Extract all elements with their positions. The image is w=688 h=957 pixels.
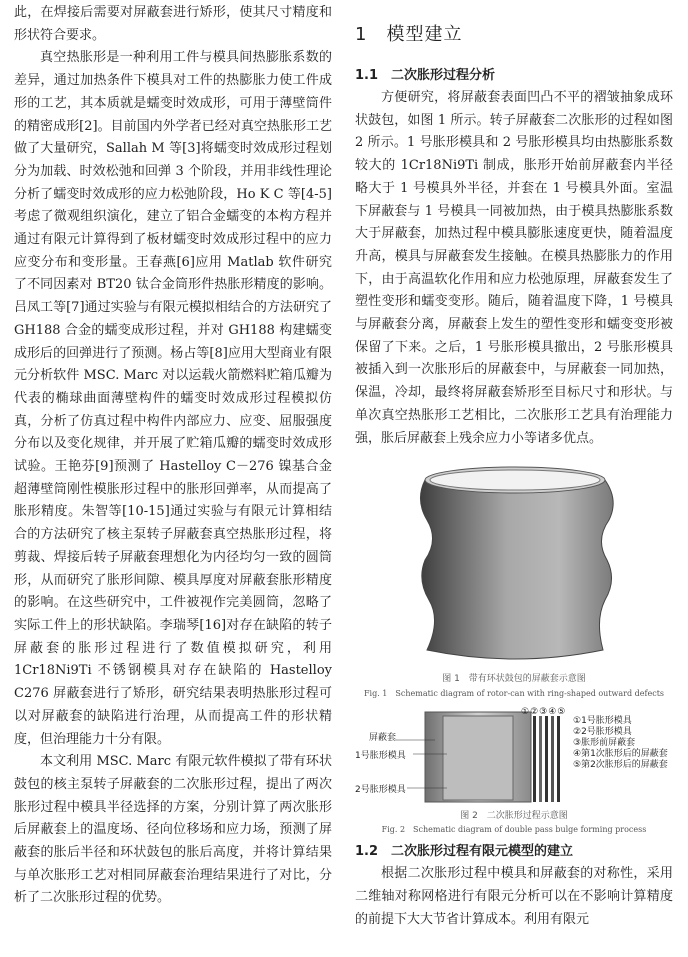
paragraph-literature-review: 真空热胀形是一种利用工件与模具间热膨胀系数的差异，通过加热条件下模具对工件的热膨胀力使工件成形的工艺，其本质就是蠕变时效成形，可用于薄壁筒件的精密成形[2]。目前国内外学者已经对真空热胀形工艺做了大量研究，Sallah M 等[3]将蠕变时效成形过程划分为加载、时效松弛和回弹 3 个阶段，并用非线性理论分析了蠕变时效成形的应力松弛阶段，Ho K C 等[4-5]考虑了微观组织演化，建立了铝合金蠕变的本构方程并通过有限元计算得到了板材蠕变时效成形过程中的应力应变分布和变形量。王春燕[6]应用 Matlab 软件研究了不同因素对 BT20 钛合金筒形件热胀形精度的影响。吕凤工等[7]通过实验与有限元模拟相结合的方法研究了 GH188 合金的蠕变成形过程，并对 GH188 构建蠕变成形后的回弹进行了预测。杨占等[8]应用大型商业有限元分析软件 MSC. Marc 对以运载火箭燃料贮箱瓜瓣为代表的椭球曲面薄壁构件的蠕变时效成形过程模拟仿真，分析了仿真过程中构件内部应力、应变、屈服强度分布以及变化规律，并开展了贮箱瓜瓣的蠕变时效成形试验。王艳芬[9]预测了 Hastelloy C－276 镍基合金超薄壁筒刚性模胀形过程中的胀形回弹率，从而提高了胀形精度。朱智等[10-15]通过实验与有限元计算相结合的方法研究了核主泵转子屏蔽套真空热胀形过程，将剪裁、焊接后转子屏蔽套理想化为内径均匀一致的圆筒形，从而研究了胀形间隙、模具厚度对屏蔽套胀形精度的影响。在这些研究中，工件被视作完美圆筒，忽略了实际工件上的形状缺陷。李瑞琴[16]对存在缺陷的转子屏蔽套的胀形过程进行了数值模拟研究，利用 1Cr18Ni9Ti 不锈钢模具对存在缺陷的 Hastelloy C276 屏蔽套进行了矫形，研究结果表明热胀形过程可以对屏蔽套的缺陷进行治理，从而提高工件的形状精度，但治理能力十分有限。: [14, 50, 332, 747]
rotor-can-illustration: [355, 460, 673, 665]
figure-1: [355, 460, 673, 699]
legend-item: ④第1次胀形后的屏蔽套: [573, 749, 668, 760]
figure-2-caption-zh: 图 2 二次胀形过程示意图: [460, 811, 568, 822]
legend-item: ②2号胀形模具: [573, 727, 632, 738]
paragraph-continuation: 此，在焊接后需要对屏蔽套进行矫形，使其尺寸精度和形状符合要求。: [14, 5, 332, 43]
label-mold-2: 2号胀形模具: [355, 785, 406, 796]
subsection-1-1-text: 方便研究，将屏蔽套表面凹凸不平的褶皱抽象成环状鼓包，如图 1 所示。转子屏蔽套二次胀形的过程如图 2 所示。1 号胀形模具和 2 号胀形模具均由热膨胀系数较大的 1Cr18Ni9Ti 制成，胀形开始前屏蔽套内半径略大于 1 号模具外半径，并套在 1 号模具外面。室温下屏蔽套与 1 号模具一同被加热，由于模具热膨胀系数大于屏蔽套，加热过程中模具膨胀速度更快，随着温度升高，模具与屏蔽套发生接触。在模具热膨胀力的作用下，由于高温软化作用和应力松弛原理，屏蔽套发生了塑性变形和蠕变变形。随后，随着温度下降，1 号模具与屏蔽套分离，屏蔽套上发生的塑性变形和蠕变变形被保留了下来。之后，1 号胀形模具撤出，2 号胀形模具被插入到一次胀形后的屏蔽套中，与屏蔽套一同加热，保温，冷却，最终将屏蔽套矫形至目标尺寸和形状。与单次真空热胀形工艺相比，二次胀形工艺具有治理能力强，胀后屏蔽套上残余应力小等诸多优点。: [355, 90, 673, 446]
subsection-1-2-title: 1.2 二次胀形过程有限元模型的建立: [355, 844, 574, 860]
subsection-1-1-title: 1.1 二次胀形过程分析: [355, 68, 496, 83]
figure-2-caption-en: Fig. 2 Schematic diagram of double pass bulge forming process: [381, 825, 647, 835]
legend-item: ①1号胀形模具: [573, 716, 632, 727]
right-column: [355, 0, 673, 931]
section-title: 1 模型建立: [355, 24, 463, 45]
figure-2: [355, 706, 673, 835]
figure-1-caption-en: Fig. 1 Schematic diagram of rotor-can with ring-shaped outward defects: [363, 689, 665, 699]
legend-item: ③胀形前屏蔽套: [573, 738, 636, 749]
paragraph-this-paper: 本文利用 MSC. Marc 有限元软件模拟了带有环状鼓包的核主泵转子屏蔽套的二次胀形过程，提出了两次胀形过程中模具半径选择的方案，分别计算了两次胀形后屏蔽套上的温度场、径向位移场和应力场，预测了屏蔽套的胀后半径和环状鼓包的胀后高度，并将计算结果与单次胀形工艺对相同屏蔽套治理结果进行了对比，分析了二次胀形过程的优势。: [14, 754, 332, 906]
left-column: [14, 0, 332, 910]
label-mold-1: 1号胀形模具: [355, 751, 406, 762]
figure-2-index-numbers: ①②③④⑤: [521, 707, 567, 718]
label-rotor-can: 屏蔽套: [369, 733, 397, 744]
subsection-1-2-text: 根据二次胀形过程中模具和屏蔽套的对称性，采用二维轴对称网格进行有限元分析可以在不影响计算精度的前提下大大节省计算成本。利用有限元: [355, 866, 673, 927]
legend-item: ⑤第2次胀形后的屏蔽套: [573, 760, 668, 771]
figure-2-legend: [573, 716, 668, 771]
figure-1-caption-zh: 图 1 带有环状鼓包的屏蔽套示意图: [442, 674, 586, 685]
